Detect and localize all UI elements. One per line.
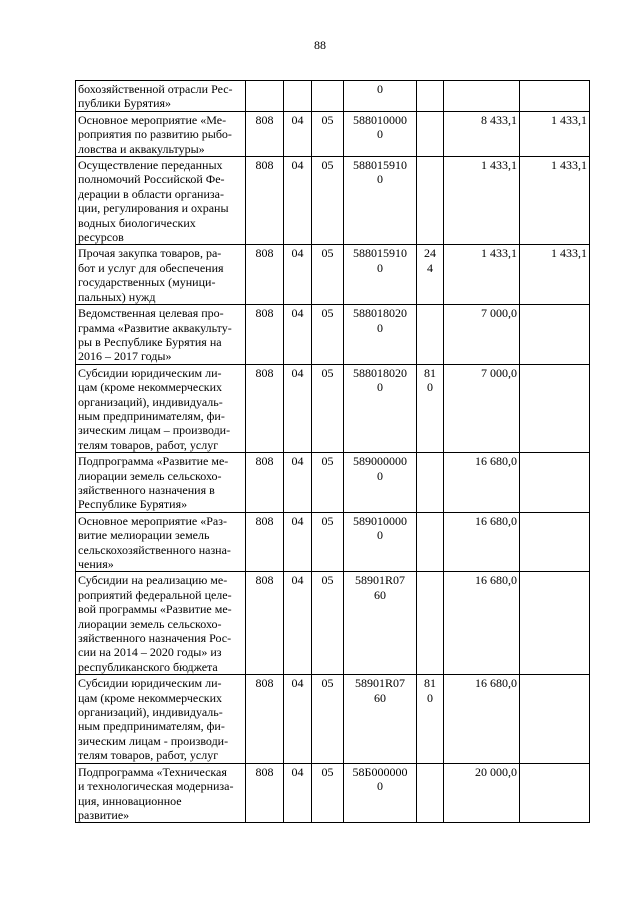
- grbs-code-cell-text: 808: [255, 158, 274, 173]
- grbs-code-cell: [246, 572, 284, 675]
- table-row: [76, 157, 590, 245]
- table-row: [76, 763, 590, 823]
- item-name-cell-text: Ведомственная целевая про- грамма «Развитие аквакульту- ры в Республике Бурятия на 2016 – 2017 годы»: [78, 306, 232, 364]
- federal-amount-cell: [520, 453, 590, 513]
- expense-type-code-cell: [417, 763, 444, 823]
- item-name-cell: [76, 305, 246, 365]
- section-code-cell: [284, 453, 312, 513]
- amount-cell: [444, 81, 520, 112]
- item-name-cell-text: Прочая закупка товаров, ра- бот и услуг для обеспечения государственных (муници- пальных) нужд: [78, 246, 224, 304]
- amount-cell: [444, 364, 520, 452]
- item-name-cell-text: бохозяйственной отрасли Рес- публики Бурятия»: [78, 82, 233, 111]
- grbs-code-cell: [246, 675, 284, 763]
- target-article-code-cell-text: 0: [377, 82, 383, 96]
- grbs-code-cell: [246, 512, 284, 572]
- federal-amount-cell: [520, 763, 590, 823]
- subsection-code-cell: [312, 364, 344, 452]
- grbs-code-cell-text: 808: [255, 573, 274, 588]
- grbs-code-cell: [246, 763, 284, 823]
- amount-cell: [444, 111, 520, 156]
- federal-amount-cell: [520, 675, 590, 763]
- target-article-code-cell: [344, 305, 417, 365]
- subsection-code-cell-text: 05: [321, 158, 334, 173]
- item-name-cell-text: Субсидии на реализацию ме- роприятий федеральной целе- вой программы «Развитие ме- лиорации земель сельскохо- зяйственного назначения Рос- сии на 2014 – 2020 годы» из республиканского бюджета: [78, 573, 232, 674]
- target-article-code-cell: [344, 572, 417, 675]
- subsection-code-cell: [312, 675, 344, 763]
- table-row: [76, 675, 590, 763]
- grbs-code-cell-text: 808: [255, 365, 274, 380]
- grbs-code-cell-text: 808: [255, 306, 274, 321]
- subsection-code-cell-text: 05: [321, 246, 334, 261]
- expense-type-code-cell-text: 81 0: [424, 365, 436, 395]
- budget-table-body: [76, 81, 590, 823]
- amount-cell: [444, 245, 520, 305]
- item-name-cell: [76, 157, 246, 245]
- section-code-cell: [284, 675, 312, 763]
- target-article-code-cell-text: 588018020 0: [353, 365, 407, 395]
- federal-amount-cell-text: 1 433,1: [551, 158, 587, 173]
- subsection-code-cell-text: 05: [321, 365, 334, 380]
- target-article-code-cell-text: 589000000 0: [353, 454, 407, 483]
- item-name-cell-text: Субсидии юридическим ли- цам (кроме некоммерческих организаций), индивидуаль- ным предпринимателям, фи- зическим лицам - производи- телям товаров, работ, услуг: [78, 676, 229, 763]
- expense-type-code-cell: [417, 364, 444, 452]
- expense-type-code-cell: [417, 305, 444, 365]
- target-article-code-cell: [344, 453, 417, 513]
- grbs-code-cell-text: 808: [255, 764, 274, 779]
- subsection-code-cell: [312, 572, 344, 675]
- expense-type-code-cell: [417, 453, 444, 513]
- expense-type-code-cell: [417, 111, 444, 156]
- section-code-cell-text: 04: [291, 764, 304, 779]
- table-row: [76, 364, 590, 452]
- amount-cell: [444, 305, 520, 365]
- item-name-cell: [76, 111, 246, 156]
- section-code-cell-text: 04: [291, 306, 304, 321]
- federal-amount-cell: [520, 111, 590, 156]
- amount-cell-text: 7 000,0: [481, 365, 517, 380]
- subsection-code-cell: [312, 305, 344, 365]
- expense-type-code-cell: [417, 512, 444, 572]
- amount-cell: [444, 157, 520, 245]
- subsection-code-cell-text: 05: [321, 454, 334, 469]
- section-code-cell: [284, 111, 312, 156]
- federal-amount-cell: [520, 157, 590, 245]
- grbs-code-cell: [246, 364, 284, 452]
- target-article-code-cell-text: 589010000 0: [353, 513, 407, 543]
- grbs-code-cell: [246, 453, 284, 513]
- item-name-cell-text: Основное мероприятие «Раз- витие мелиорации земель сельскохозяйственного назна- чения»: [78, 513, 231, 571]
- subsection-code-cell: [312, 763, 344, 823]
- section-code-cell-text: 04: [291, 676, 304, 691]
- item-name-cell: [76, 763, 246, 823]
- subsection-code-cell: [312, 111, 344, 156]
- section-code-cell: [284, 305, 312, 365]
- amount-cell-text: 1 433,1: [481, 246, 517, 261]
- item-name-cell: [76, 512, 246, 572]
- target-article-code-cell: [344, 364, 417, 452]
- target-article-code-cell: [344, 512, 417, 572]
- item-name-cell: [76, 364, 246, 452]
- federal-amount-cell: [520, 572, 590, 675]
- table-row: [76, 305, 590, 365]
- item-name-cell-text: Подпрограмма «Развитие ме- лиорации земель сельскохо- зяйственного назначения в Республике Бурятия»: [78, 454, 229, 512]
- subsection-code-cell-text: 05: [321, 573, 334, 588]
- target-article-code-cell: [344, 157, 417, 245]
- amount-cell-text: 1 433,1: [481, 158, 517, 173]
- subsection-code-cell-text: 05: [321, 112, 334, 127]
- subsection-code-cell: [312, 81, 344, 112]
- amount-cell-text: 16 680,0: [475, 513, 517, 528]
- amount-cell-text: 16 680,0: [475, 573, 517, 588]
- section-code-cell: [284, 364, 312, 452]
- table-row: [76, 245, 590, 305]
- target-article-code-cell: [344, 245, 417, 305]
- expense-type-code-cell: [417, 245, 444, 305]
- item-name-cell-text: Субсидии юридическим ли- цам (кроме некоммерческих организаций), индивидуаль- ным предпринимателям, фи- зическим лицам – производи- телям товаров, работ, услуг: [78, 365, 231, 452]
- section-code-cell-text: 04: [291, 365, 304, 380]
- target-article-code-cell: [344, 675, 417, 763]
- amount-cell-text: 8 433,1: [481, 112, 517, 127]
- page-number: 88: [314, 38, 326, 52]
- subsection-code-cell: [312, 453, 344, 513]
- table-row: [76, 81, 590, 112]
- target-article-code-cell-text: 58Б000000 0: [352, 764, 408, 794]
- section-code-cell-text: 04: [291, 158, 304, 173]
- grbs-code-cell: [246, 111, 284, 156]
- federal-amount-cell-text: 1 433,1: [551, 246, 587, 261]
- target-article-code-cell: [344, 81, 417, 112]
- amount-cell: [444, 512, 520, 572]
- amount-cell: [444, 572, 520, 675]
- section-code-cell: [284, 245, 312, 305]
- amount-cell-text: 16 680,0: [475, 454, 517, 469]
- expense-type-code-cell: [417, 572, 444, 675]
- federal-amount-cell-text: 1 433,1: [551, 112, 587, 127]
- subsection-code-cell-text: 05: [321, 764, 334, 779]
- item-name-cell: [76, 572, 246, 675]
- item-name-cell: [76, 453, 246, 513]
- grbs-code-cell: [246, 81, 284, 112]
- federal-amount-cell: [520, 512, 590, 572]
- grbs-code-cell: [246, 157, 284, 245]
- target-article-code-cell-text: 58901R07 60: [354, 676, 405, 705]
- target-article-code-cell: [344, 111, 417, 156]
- expense-type-code-cell: [417, 675, 444, 763]
- section-code-cell-text: 04: [291, 454, 304, 469]
- grbs-code-cell: [246, 245, 284, 305]
- amount-cell-text: 20 000,0: [475, 764, 517, 779]
- federal-amount-cell: [520, 364, 590, 452]
- section-code-cell-text: 04: [291, 513, 304, 528]
- grbs-code-cell-text: 808: [255, 513, 274, 528]
- item-name-cell: [76, 81, 246, 112]
- target-article-code-cell-text: 588010000 0: [353, 112, 407, 142]
- grbs-code-cell-text: 808: [255, 112, 274, 127]
- subsection-code-cell-text: 05: [321, 513, 334, 528]
- amount-cell: [444, 763, 520, 823]
- subsection-code-cell-text: 05: [321, 306, 334, 321]
- item-name-cell-text: Подпрограмма «Техническая и технологическая модерниза- ция, инновационное развитие»: [78, 764, 234, 822]
- expense-type-code-cell: [417, 81, 444, 112]
- item-name-cell: [76, 675, 246, 763]
- federal-amount-cell: [520, 81, 590, 112]
- target-article-code-cell-text: 588015910 0: [353, 246, 407, 275]
- grbs-code-cell-text: 808: [255, 246, 274, 261]
- subsection-code-cell: [312, 157, 344, 245]
- section-code-cell: [284, 81, 312, 112]
- section-code-cell: [284, 157, 312, 245]
- table-row: [76, 572, 590, 675]
- item-name-cell-text: Основное мероприятие «Ме- роприятия по развитию рыбо- ловства и аквакультуры»: [78, 112, 232, 156]
- subsection-code-cell-text: 05: [321, 676, 334, 691]
- item-name-cell-text: Осуществление переданных полномочий Российской Фе- дерации в области организа- ции, регулирования и охраны водных биологических ресурсов: [78, 158, 229, 245]
- target-article-code-cell-text: 588018020 0: [353, 306, 407, 335]
- section-code-cell-text: 04: [291, 573, 304, 588]
- subsection-code-cell: [312, 512, 344, 572]
- table-row: [76, 512, 590, 572]
- amount-cell-text: 16 680,0: [475, 676, 517, 691]
- amount-cell: [444, 453, 520, 513]
- table-row: [76, 453, 590, 513]
- section-code-cell-text: 04: [291, 246, 304, 261]
- grbs-code-cell-text: 808: [255, 454, 274, 469]
- amount-cell-text: 7 000,0: [481, 306, 517, 321]
- target-article-code-cell: [344, 763, 417, 823]
- federal-amount-cell: [520, 305, 590, 365]
- section-code-cell: [284, 763, 312, 823]
- amount-cell: [444, 675, 520, 763]
- grbs-code-cell-text: 808: [255, 676, 274, 691]
- grbs-code-cell: [246, 305, 284, 365]
- federal-amount-cell: [520, 245, 590, 305]
- item-name-cell: [76, 245, 246, 305]
- budget-table: [75, 80, 590, 823]
- target-article-code-cell-text: 588015910 0: [353, 158, 407, 187]
- expense-type-code-cell: [417, 157, 444, 245]
- section-code-cell: [284, 512, 312, 572]
- section-code-cell: [284, 572, 312, 675]
- target-article-code-cell-text: 58901R07 60: [354, 573, 405, 602]
- table-row: [76, 111, 590, 156]
- expense-type-code-cell-text: 81 0: [424, 676, 436, 705]
- expense-type-code-cell-text: 24 4: [424, 246, 436, 275]
- section-code-cell-text: 04: [291, 112, 304, 127]
- subsection-code-cell: [312, 245, 344, 305]
